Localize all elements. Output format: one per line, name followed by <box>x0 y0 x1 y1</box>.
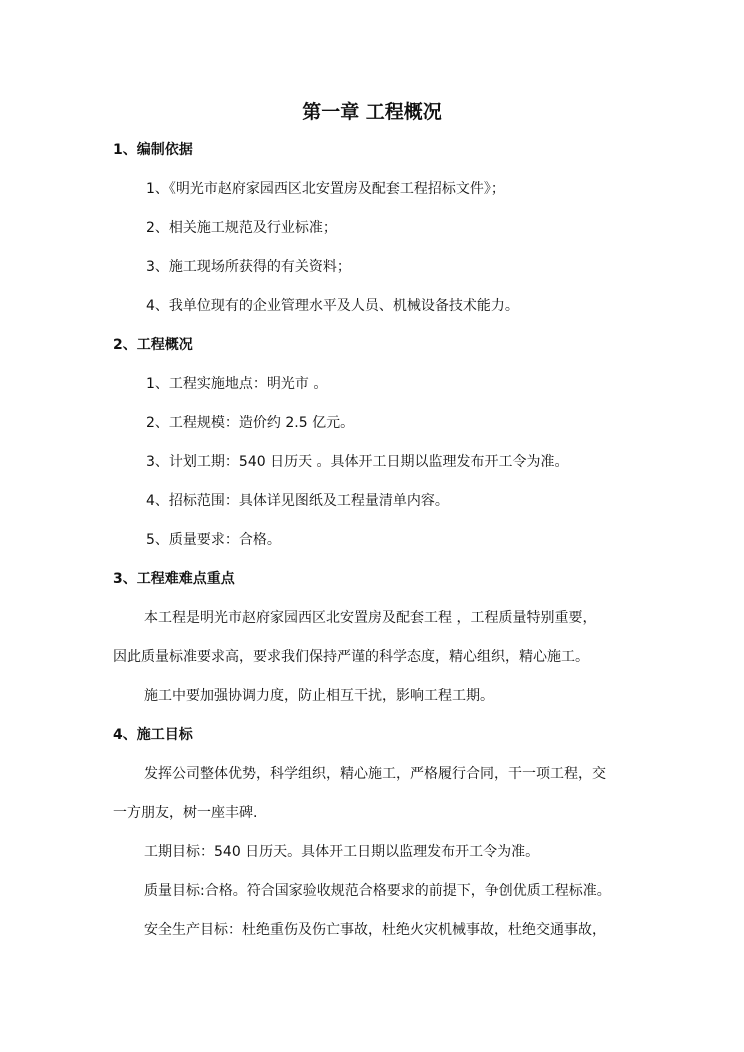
list-item: 2、工程规模：造价约 2.5 亿元。 <box>146 415 355 431</box>
paragraph-line: 一方朋友，树一座丰碑. <box>113 805 258 821</box>
paragraph-line: 本工程是明光市赵府家园西区北安置房及配套工程 ，工程质量特别重要， <box>144 610 597 626</box>
list-item: 1、工程实施地点：明光市 。 <box>146 376 328 392</box>
paragraph-line: 安全生产目标：杜绝重伤及伤亡事故，杜绝火灾机械事故，杜绝交通事故， <box>144 922 606 938</box>
section-heading-2: 2、工程概况 <box>113 337 193 353</box>
list-item: 3、计划工期：540 日历天 。具体开工日期以监理发布开工令为准。 <box>146 454 569 470</box>
list-item: 2、相关施工规范及行业标准； <box>146 220 337 236</box>
list-item: 3、施工现场所获得的有关资料； <box>146 259 351 275</box>
section-heading-1: 1、编制依据 <box>113 142 193 158</box>
list-item: 1、《明光市赵府家园西区北安置房及配套工程招标文件》； <box>146 181 505 197</box>
list-item: 5、质量要求：合格。 <box>146 532 281 548</box>
paragraph-line: 质量目标:合格。符合国家验收规范合格要求的前提下，争创优质工程标准。 <box>144 883 611 899</box>
paragraph-line: 发挥公司整体优势，科学组织，精心施工，严格履行合同，干一项工程，交 <box>144 766 606 782</box>
section-heading-4: 4、施工目标 <box>113 727 193 743</box>
list-item: 4、我单位现有的企业管理水平及人员、机械设备技术能力。 <box>146 298 519 314</box>
paragraph-line: 因此质量标准要求高，要求我们保持严谨的科学态度，精心组织，精心施工。 <box>113 649 589 665</box>
chapter-title: 第一章 工程概况 <box>302 101 442 123</box>
list-item: 4、招标范围：具体详见图纸及工程量清单内容。 <box>146 493 449 509</box>
paragraph-line: 施工中要加强协调力度，防止相互干扰，影响工程工期。 <box>144 688 494 704</box>
paragraph-line: 工期目标：540 日历天。具体开工日期以监理发布开工令为准。 <box>144 844 540 860</box>
section-heading-3: 3、工程难难点重点 <box>113 571 235 587</box>
